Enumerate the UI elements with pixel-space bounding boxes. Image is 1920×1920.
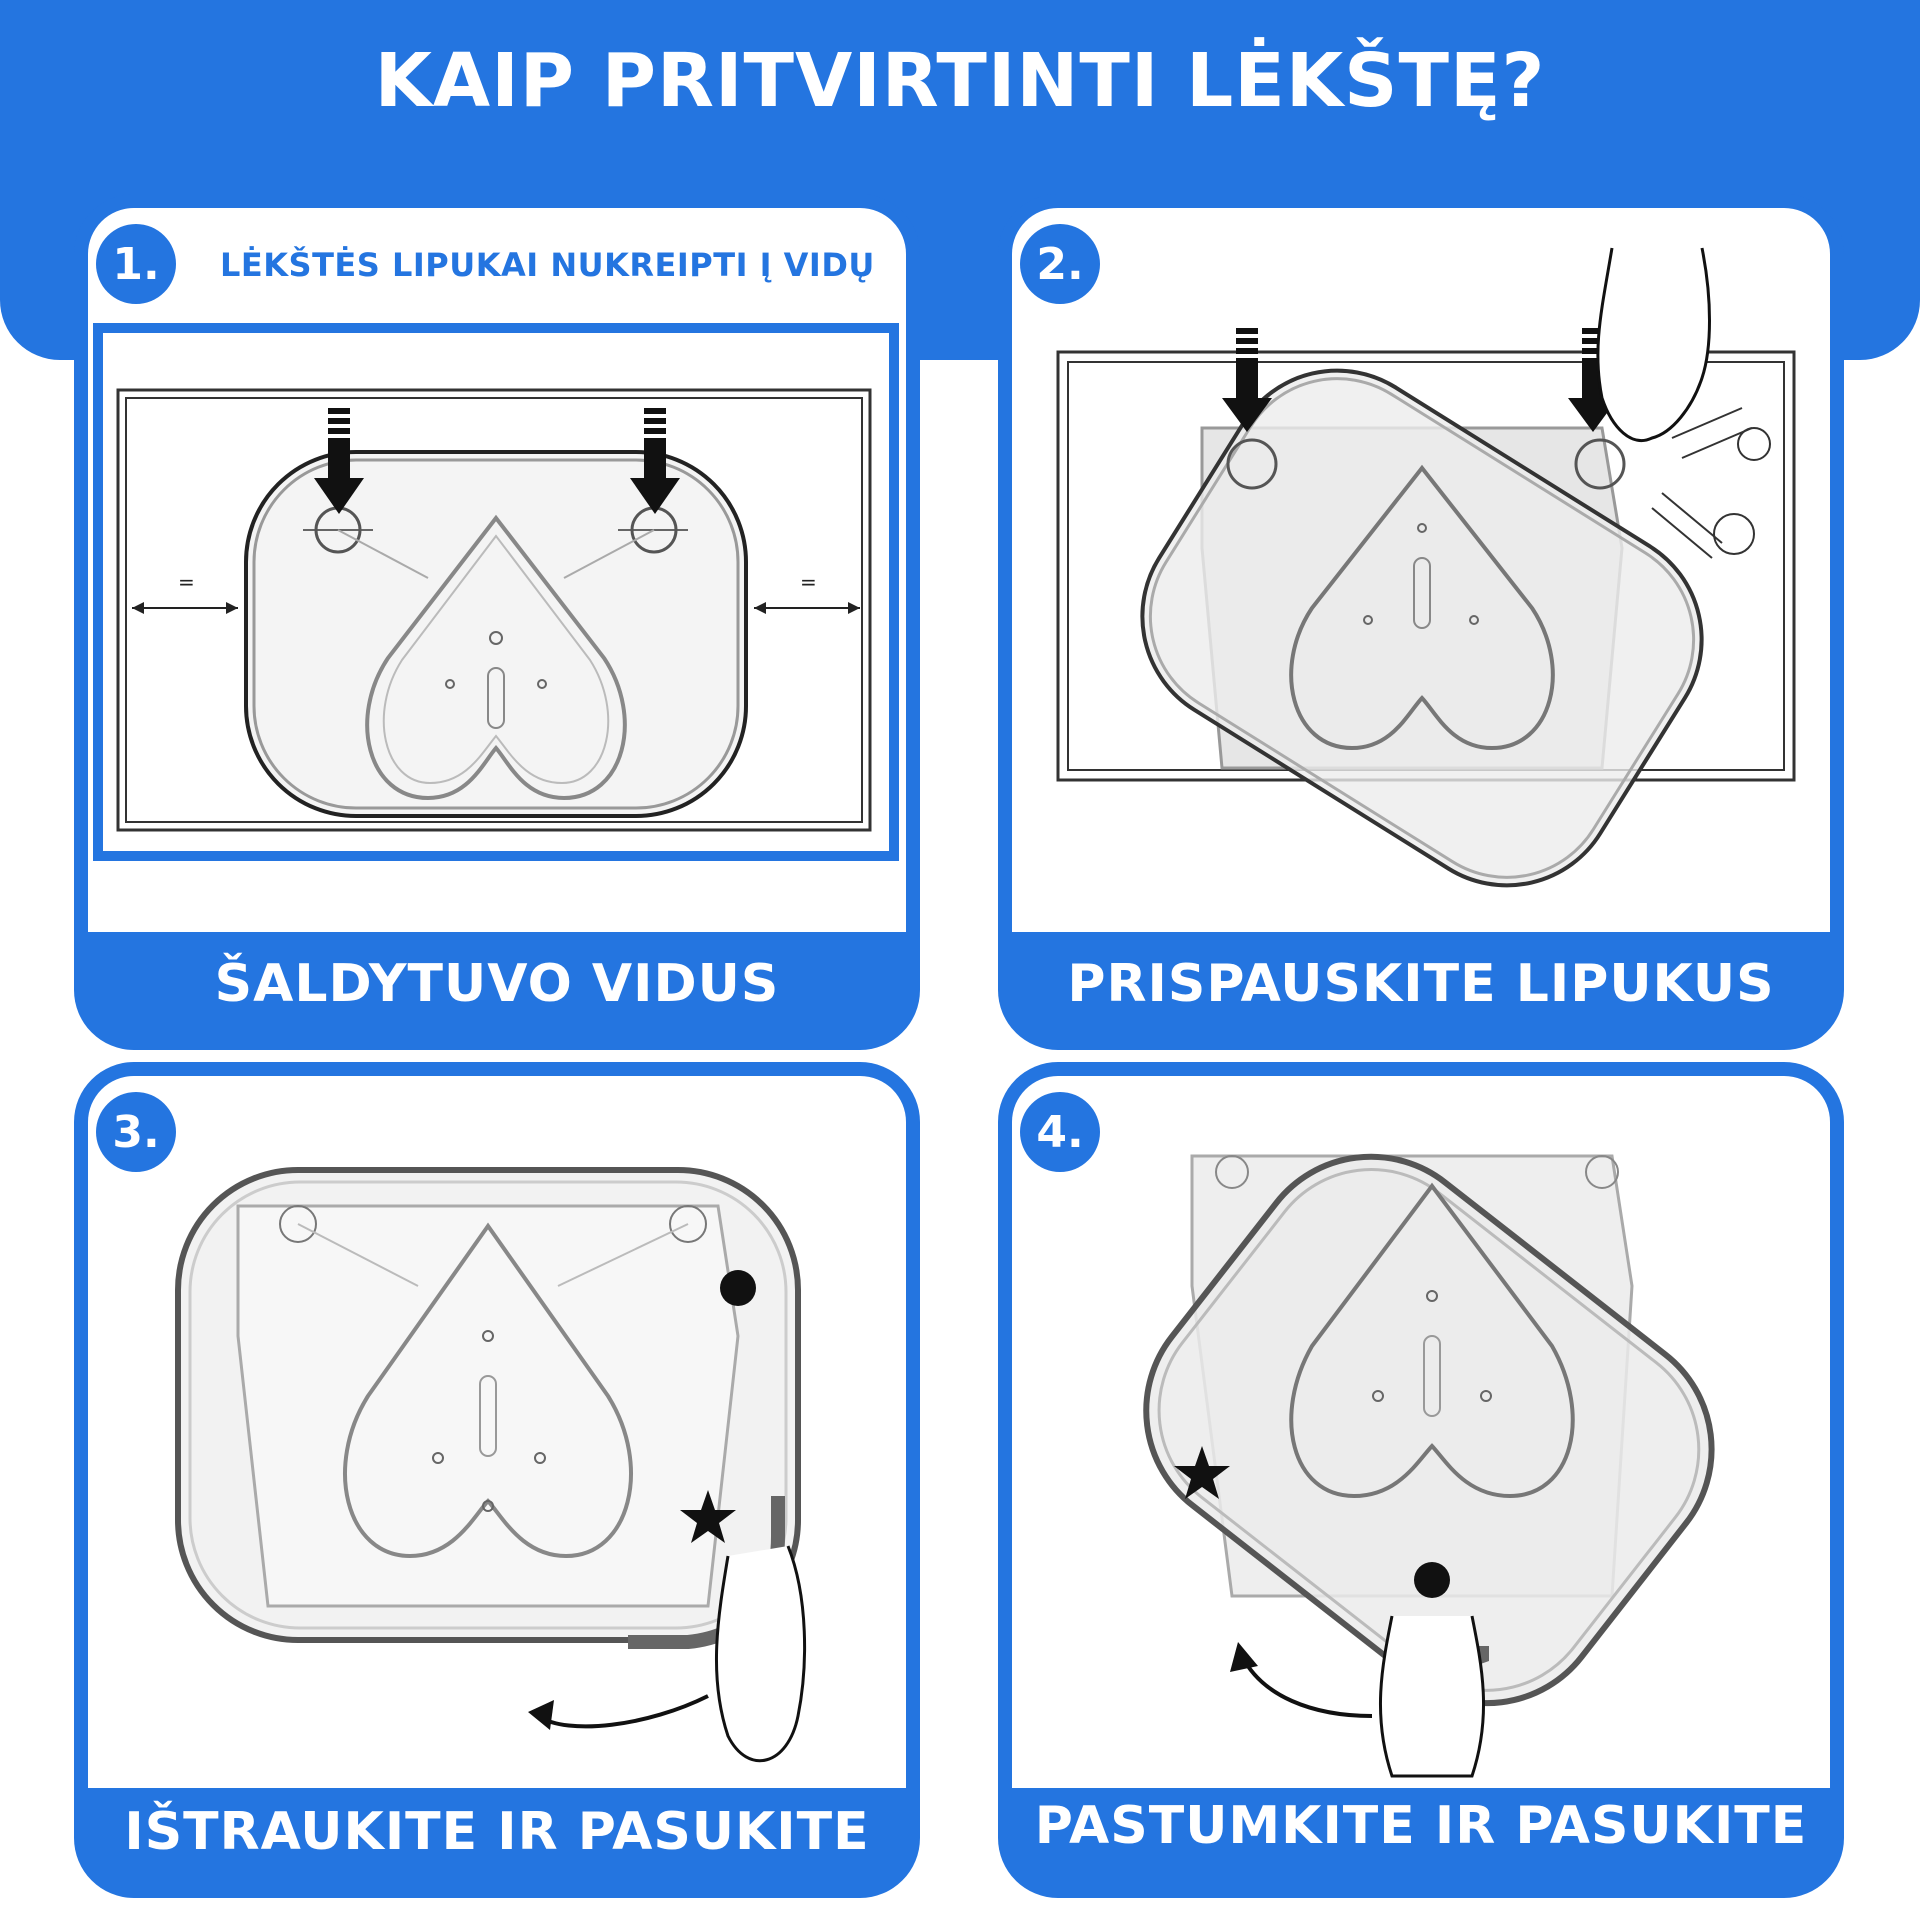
step-1-number-badge: 1. [96,224,176,304]
step-2-card [998,194,1844,1050]
step-3-number-badge: 3. [96,1092,176,1172]
page-title: KAIP PRITVIRTINTI LĖKŠTĘ? [374,38,1546,124]
step-4-illustration [1012,1076,1830,1788]
equal-mark-right: = [800,570,817,594]
step-3-caption: IŠTRAUKITE IR PASUKITE [124,1802,870,1862]
step-2-caption: PRISPAUSKITE LIPUKUS [1067,954,1775,1014]
step-3-card [74,1062,920,1898]
step-3-illustration-area [88,1076,906,1788]
step-2-illustration [1012,208,1830,932]
step-4-caption: PASTUMKITE IR PASUKITE [1034,1796,1808,1856]
step-1-caption: ŠALDYTUVO VIDUS [214,954,780,1014]
step-1-illustration [88,208,906,932]
equal-mark-left: = [178,570,195,594]
step-2-illustration-area [1012,208,1830,932]
step-4-number-badge: 4. [1020,1092,1100,1172]
step-3-illustration [88,1076,906,1788]
step-1-card [74,194,920,1050]
step-1-subtitle: LĖKŠTĖS LIPUKAI NUKREIPTI Į VIDŲ [220,246,875,284]
step-4-illustration-area [1012,1076,1830,1788]
step-2-number-badge: 2. [1020,224,1100,304]
step-1-illustration-area [88,208,906,932]
step-4-card [998,1062,1844,1898]
